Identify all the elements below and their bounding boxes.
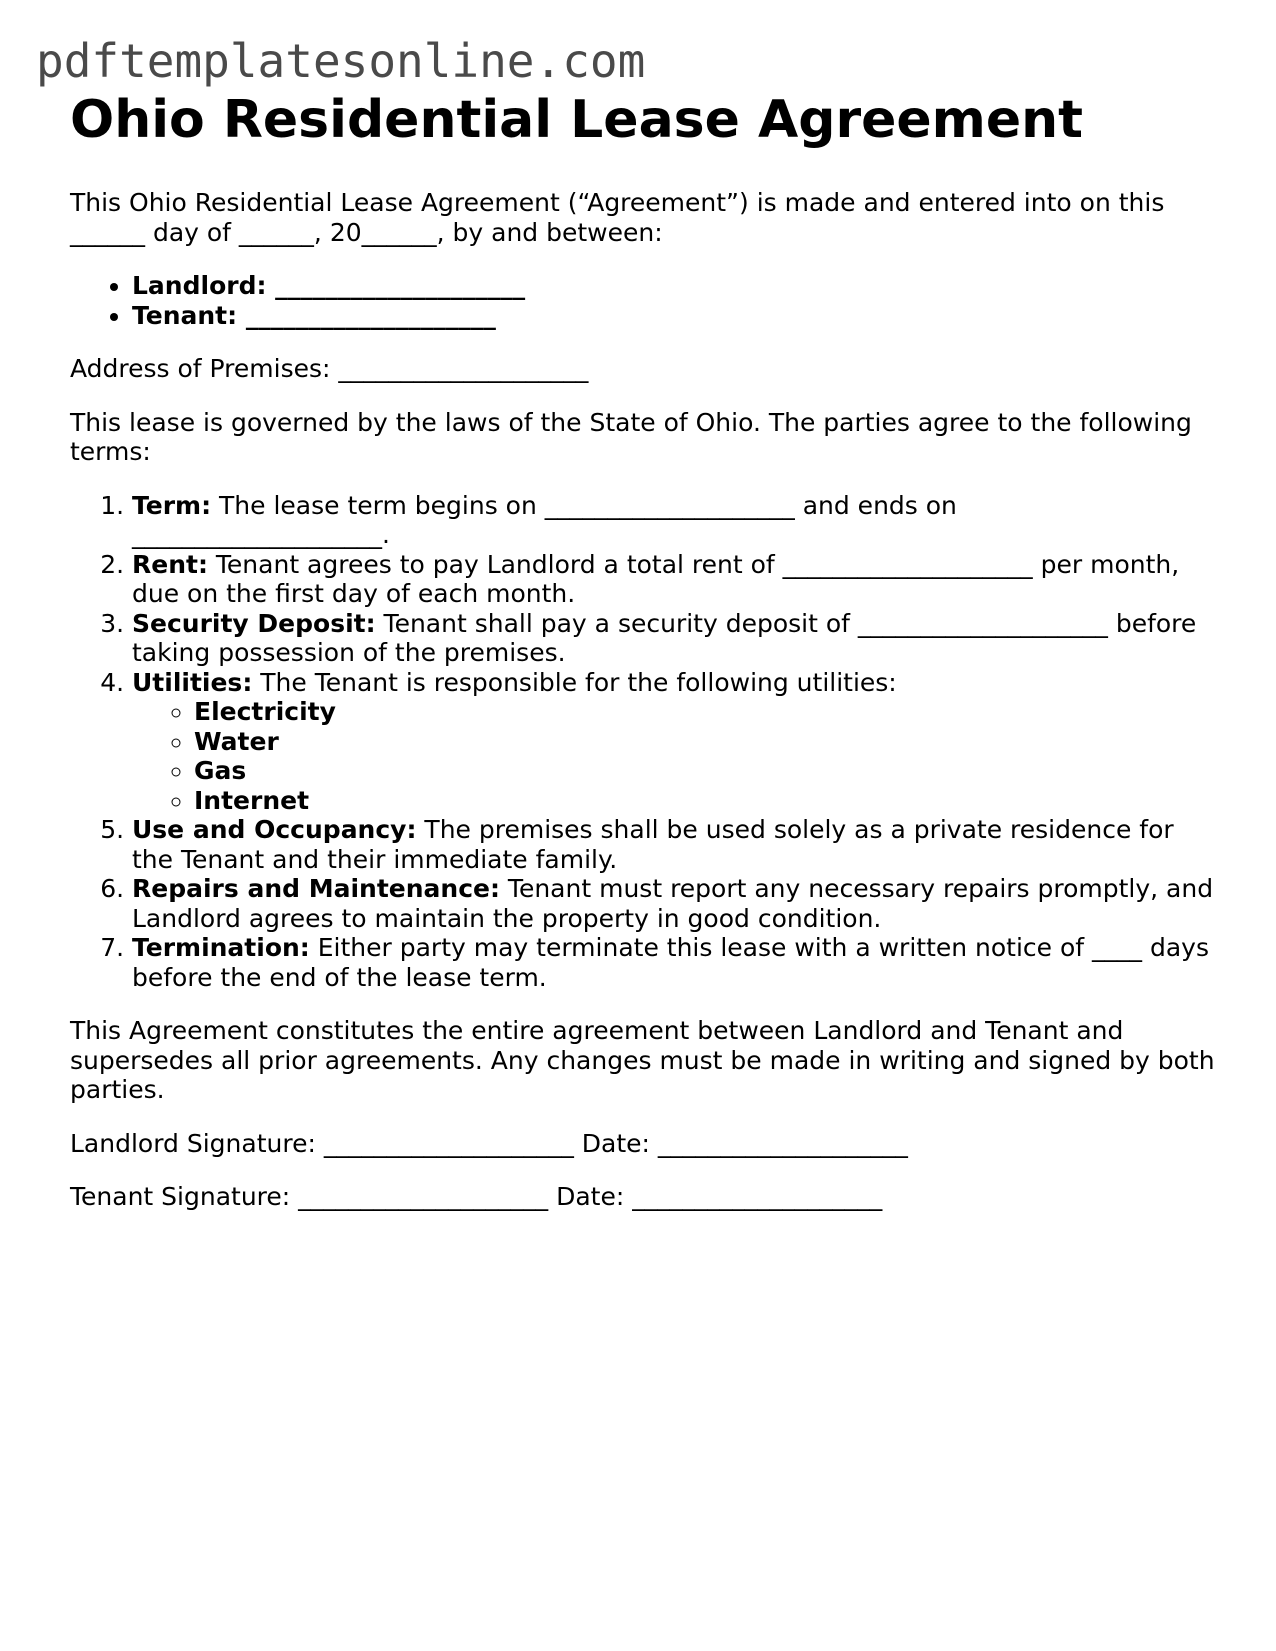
term-text: The premises shall be used solely as a private residence for the Tenant and their immediate family. [132,815,1174,874]
term-text: Either party may terminate this lease with a written notice of ____ days before the end of the lease term. [132,933,1210,992]
term-text: Tenant shall pay a security deposit of ____________________ before taking possession of the premises. [132,608,1197,667]
landlord-signature-line: Landlord Signature: ____________________ Date: ____________________ [70,1128,908,1158]
term-item-rent [132,550,1220,609]
party-blank: ____________________ [266,271,526,300]
term-label: Term: [132,490,212,520]
party-label: Tenant: [132,300,238,330]
term-item-repairs [132,874,1220,933]
term-label: Use and Occupancy: [132,815,417,844]
term-item-use-and-occupancy [132,815,1220,874]
term-label: Termination: [132,933,310,962]
governing-law-paragraph: This lease is governed by the laws of the State of Ohio. The parties agree to the following terms: [70,407,1192,466]
term-label: Rent: [132,549,208,579]
utility-item: ◦ Internet [194,786,1220,816]
tenant-signature-line: Tenant Signature: ____________________ Date: ____________________ [70,1182,883,1211]
term-item-term [132,491,1220,550]
closing-paragraph: This Agreement constitutes the entire agreement between Landlord and Tenant and supersedes all prior agreements. Any changes must be made in writing and signed by both parties. [70,1016,1215,1104]
term-text: Tenant agrees to pay Landlord a total rent of ____________________ per month, due on the first day of each month. [132,549,1180,608]
utility-item: ◦ Gas [194,756,1220,786]
parties-list [70,271,1220,330]
utility-item: ◦ Electricity [194,697,1220,727]
utilities-list [132,697,1220,815]
terms-list [70,491,1220,993]
document-page [70,88,1220,1212]
party-tenant [132,301,1220,331]
term-item-security-deposit [132,609,1220,668]
term-item-termination [132,933,1220,992]
intro-paragraph: This Ohio Residential Lease Agreement (“Agreement”) is made and entered into on this ______ day of ______, 20______, by and between: [70,188,1165,247]
term-text: Tenant must report any necessary repairs promptly, and Landlord agrees to maintain the property in good condition. [132,874,1214,933]
party-blank: ____________________ [237,300,496,330]
term-text: The Tenant is responsible for the following utilities: [252,667,897,697]
utility-item: ◦ Water [194,727,1220,757]
term-text: The lease term begins on ____________________ and ends on ____________________. [132,490,957,549]
party-label: Landlord: [132,271,267,300]
party-landlord [132,271,1220,301]
term-label: Utilities: [132,667,253,697]
document-title: Ohio Residential Lease Agreement [70,90,1083,150]
address-line: Address of Premises: ____________________ [70,354,589,383]
term-label: Repairs and Maintenance: [132,874,500,903]
term-label: Security Deposit: [132,608,376,638]
watermark: pdftemplatesonline.com [36,34,646,88]
term-item-utilities [132,668,1220,816]
